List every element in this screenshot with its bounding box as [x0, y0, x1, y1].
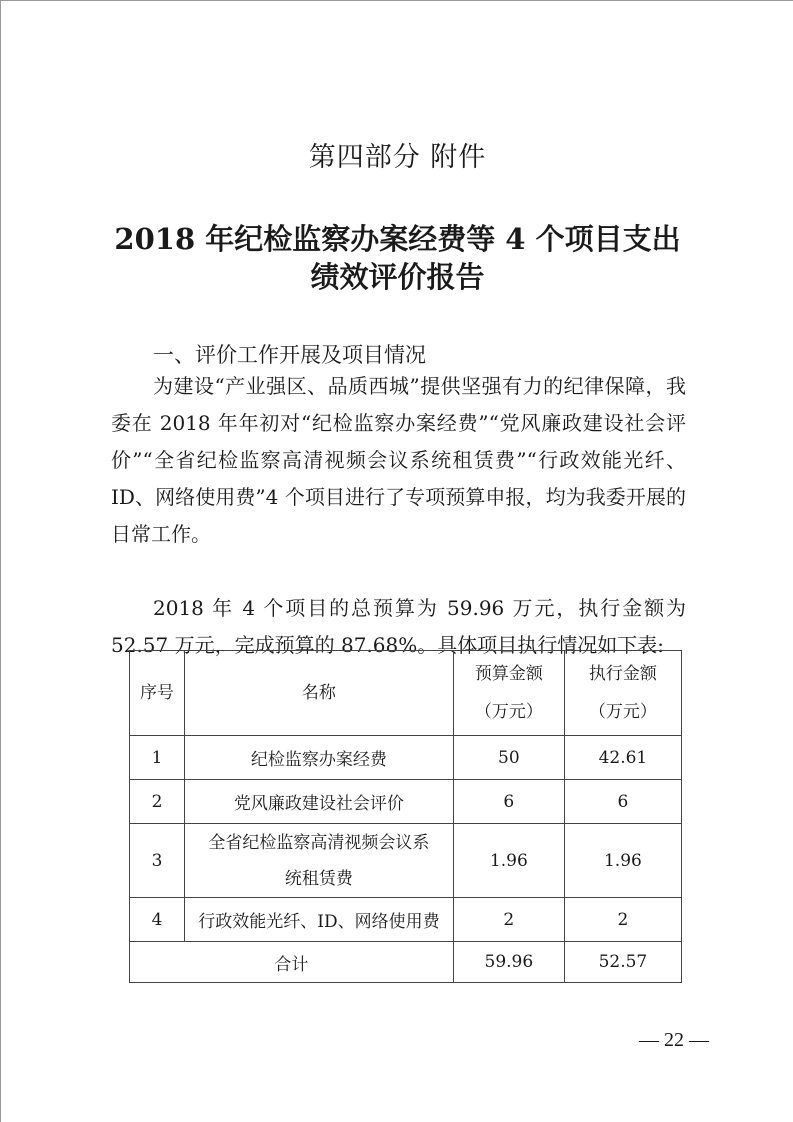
total-label: 合计: [130, 942, 454, 983]
row-index: 3: [130, 824, 185, 898]
header-budget-label: 预算金额: [474, 664, 543, 684]
row-name: 党风廉政建设社会评价: [184, 780, 453, 824]
row-name-line2: 统租赁费: [284, 868, 353, 889]
row-executed: 1.96: [564, 824, 681, 898]
paragraph-budget-summary: 2018 年 4 个项目的总预算为 59.96 万元，执行金额为 52.57 万元，完成预算的 87.68%。具体项目执行情况如下表:: [111, 596, 686, 657]
row-name: [184, 824, 453, 898]
row-index: 4: [130, 898, 185, 942]
report-title-line2: 绩效评价报告: [310, 260, 485, 294]
header-index: 序号: [130, 651, 185, 736]
row-index: 1: [130, 736, 185, 780]
table-total-row: [130, 942, 682, 983]
row-executed: 6: [564, 780, 681, 824]
row-budget: 2: [453, 898, 564, 942]
row-budget: 6: [453, 780, 564, 824]
table-row: [130, 780, 682, 824]
total-executed: 52.57: [564, 942, 681, 983]
total-budget: 59.96: [453, 942, 564, 983]
table-row: [130, 824, 682, 898]
report-title-line1: 2018 年纪检监察办案经费等 4 个项目支出: [114, 222, 681, 256]
row-name: 行政效能光纤、ID、网络使用费: [184, 898, 453, 942]
header-executed-unit: （万元）: [588, 702, 657, 722]
header-executed: [564, 651, 681, 736]
section-heading: 一、评价工作开展及项目情况: [153, 343, 426, 367]
table-row: [130, 736, 682, 780]
row-index: 2: [130, 780, 185, 824]
header-executed-label: 执行金额: [588, 664, 657, 684]
row-executed: 2: [564, 898, 681, 942]
paragraph-project-background: 为建设“产业强区、品质西城”提供坚强有力的纪律保障，我委在 2018 年年初对“纪检监察办案经费”“党风廉政建设社会评价”“全省纪检监察高清视频会议系统租赁费”“行政效能光纤、ID、网络使用费”4 个项目进行了专项预算申报，均为我委开展的日常工作。: [111, 374, 686, 546]
table-header-row: [130, 651, 682, 736]
table-row: [130, 898, 682, 942]
row-budget: 50: [453, 736, 564, 780]
row-name: 纪检监察办案经费: [184, 736, 453, 780]
part-title: 第四部分 附件: [308, 142, 487, 173]
budget-table: [129, 650, 682, 983]
header-budget-unit: （万元）: [474, 702, 543, 722]
row-name-line1: 全省纪检监察高清视频会议系: [208, 832, 430, 853]
header-budget: [453, 651, 564, 736]
row-executed: 42.61: [564, 736, 681, 780]
row-budget: 1.96: [453, 824, 564, 898]
page-number: — 22 —: [639, 1029, 709, 1051]
header-name: 名称: [184, 651, 453, 736]
